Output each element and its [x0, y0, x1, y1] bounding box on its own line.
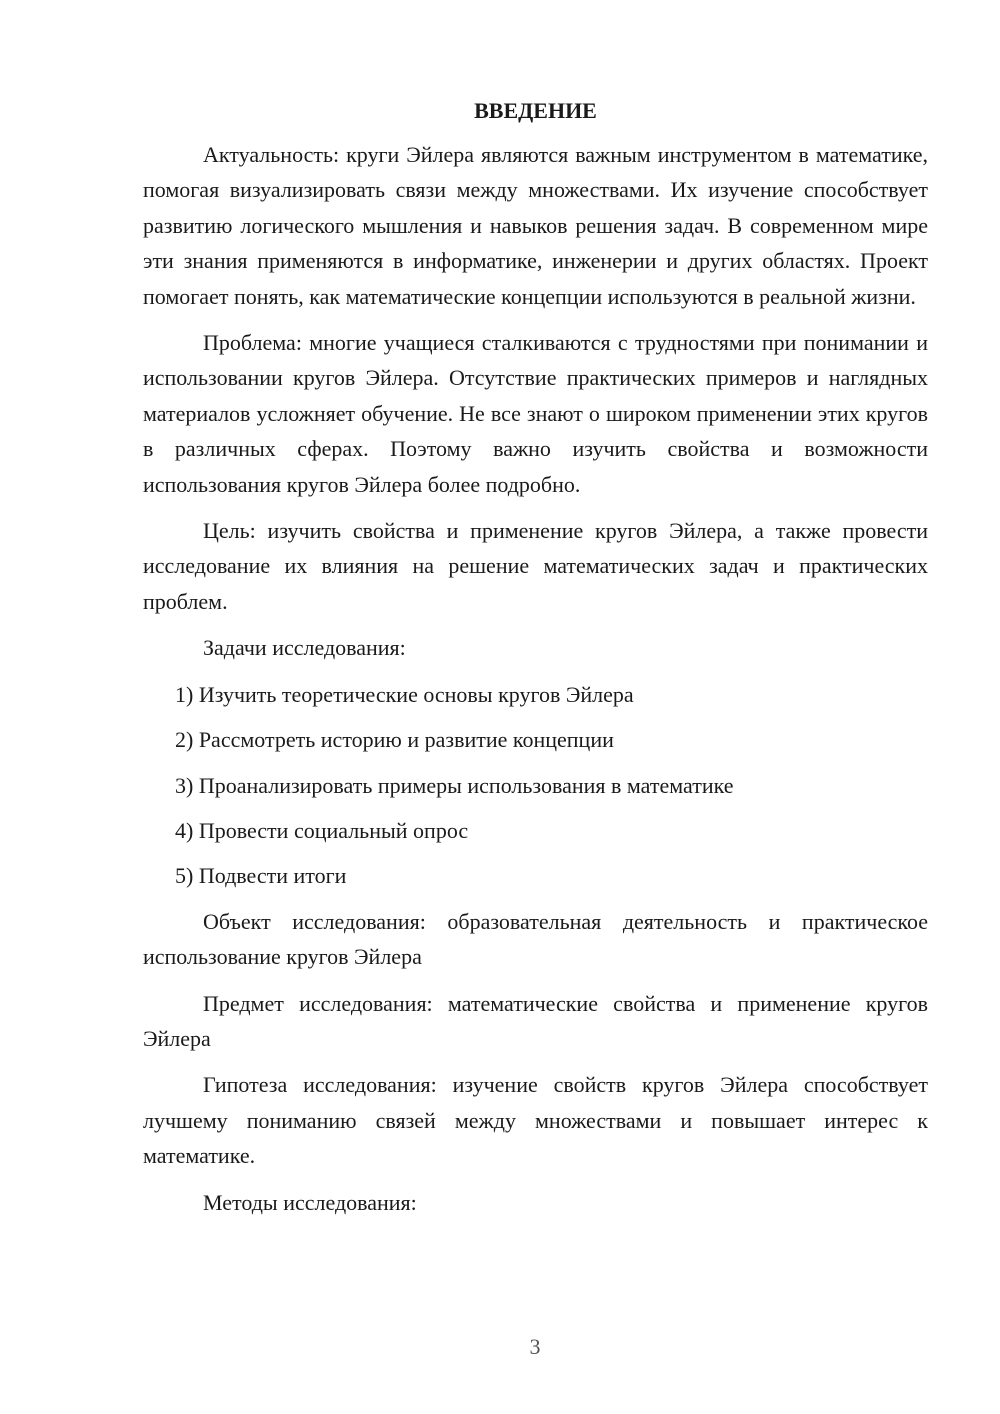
- tasks-list: [143, 677, 928, 894]
- relevance-paragraph: Актуальность: круги Эйлера являются важным инструментом в математике, помогая визуализировать связи между множествами. Их изучение способствует развитию логического мышления и навыков решения задач. В современном мире эти знания применяются в информатике, инженерии и других областях. Проект помогает понять, как математические концепции используются в реальной жизни.: [143, 142, 928, 309]
- tasks-heading: Задачи исследования:: [203, 635, 406, 661]
- methods-heading: Методы исследования:: [203, 1189, 417, 1215]
- task-item: 2) Рассмотреть историю и развитие концепции: [175, 727, 614, 753]
- problem-paragraph: Проблема: многие учащиеся сталкиваются с трудностями при понимании и использовании кругов Эйлера. Отсутствие практических примеров и наглядных материалов усложняет обучение. Не все знают о широком применении этих кругов в различных сферах. Поэтому важно изучить свойства и возможности использования кругов Эйлера более подробно.: [143, 330, 928, 497]
- task-item: 4) Провести социальный опрос: [175, 817, 469, 843]
- subject-paragraph: Предмет исследования: математические свойства и применение кругов Эйлера: [143, 990, 928, 1051]
- task-item: 1) Изучить теоретические основы кругов Эйлера: [175, 681, 634, 707]
- page-number: 3: [529, 1334, 541, 1359]
- object-paragraph: Объект исследования: образовательная деятельность и практическое использование кругов Эйлера: [143, 908, 928, 970]
- task-item: 5) Подвести итоги: [175, 863, 347, 889]
- goal-paragraph: Цель: изучить свойства и применение кругов Эйлера, а также провести исследование их влияния на решение математических задач и практических проблем.: [143, 518, 928, 614]
- hypothesis-paragraph: Гипотеза исследования: изучение свойств кругов Эйлера способствует лучшему пониманию связей между множествами и повышает интерес к математике.: [143, 1072, 928, 1169]
- page-content: [143, 96, 928, 1231]
- section-title: ВВЕДЕНИЕ: [474, 98, 597, 123]
- task-item: 3) Проанализировать примеры использования в математике: [175, 772, 734, 798]
